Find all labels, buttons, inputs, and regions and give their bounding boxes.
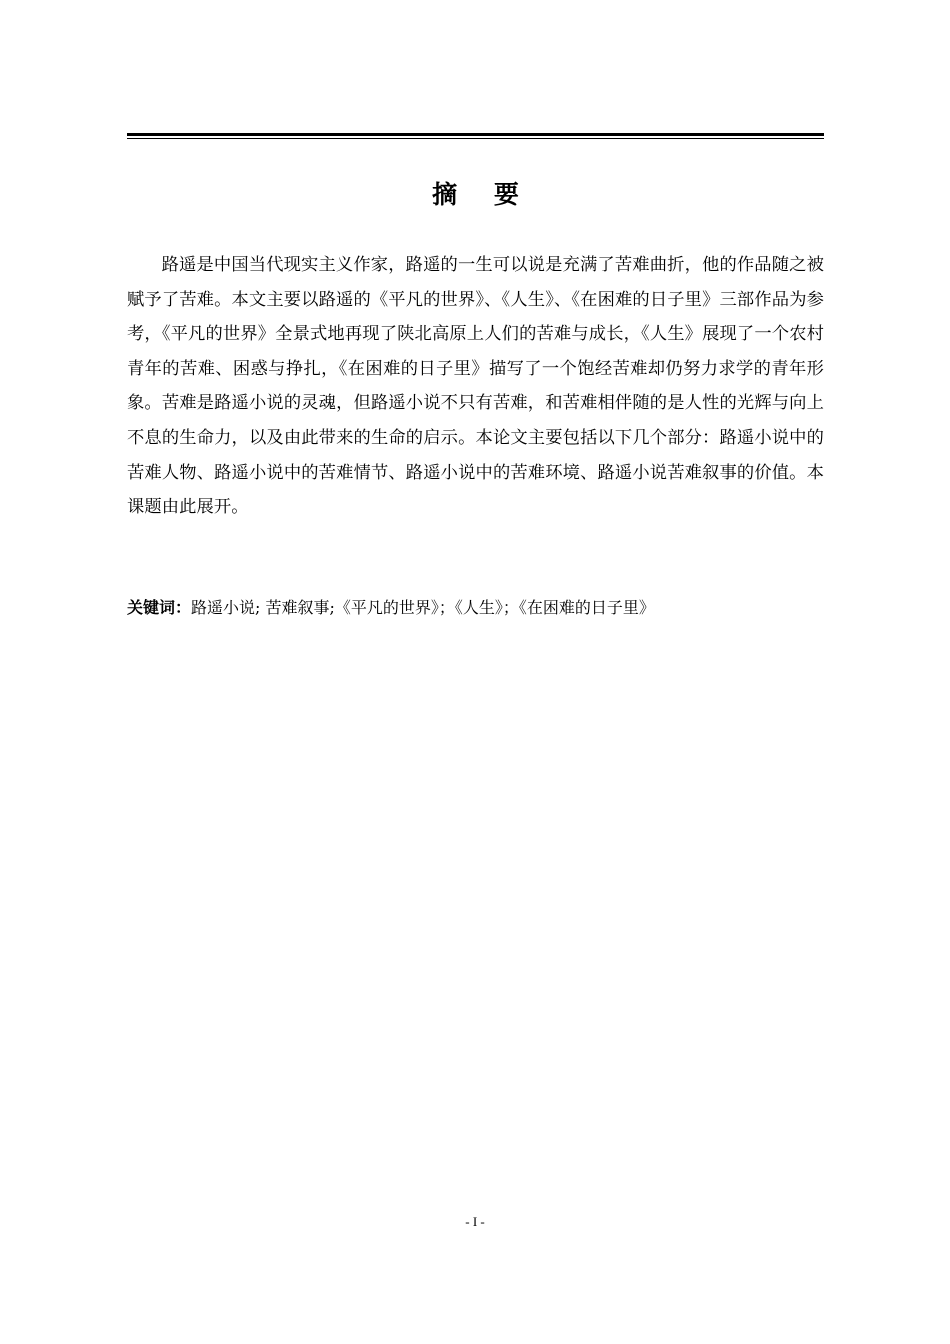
header-rule-thin xyxy=(127,138,824,139)
keywords-label: 关键词： xyxy=(127,598,192,617)
keywords-line xyxy=(127,593,824,623)
keywords-text: 路遥小说; 苦难叙事;《平凡的世界》；《人生》；《在困难的日子里》 xyxy=(191,598,655,617)
abstract-title: 摘 要 xyxy=(432,180,533,209)
header-double-rule xyxy=(127,133,824,139)
page-number: - I - xyxy=(465,1214,485,1229)
abstract-body-text: 路遥是中国当代现实主义作家，路遥的一生可以说是充满了苦难曲折，他的作品随之被赋予了苦难。本文主要以路遥的《平凡的世界》、《人生》、《在困难的日子里》三部作品为参考，《平凡的世界》全景式地再现了陕北高原上人们的苦难与成长，《人生》展现了一个农村青年的苦难、困惑与挣扎，《在困难的日子里》描写了一个饱经苦难却仍努力求学的青年形象。苦难是路遥小说的灵魂，但路遥小说不只有苦难，和苦难相伴随的是人性的光辉与向上不息的生命力，以及由此带来的生命的启示。本论文主要包括以下几个部分：路遥小说中的苦难人物、路遥小说中的苦难情节、路遥小说中的苦难环境、路遥小说苦难叙事的价值。本课题由此展开。 xyxy=(127,255,824,518)
header-rule-thick xyxy=(127,133,824,136)
